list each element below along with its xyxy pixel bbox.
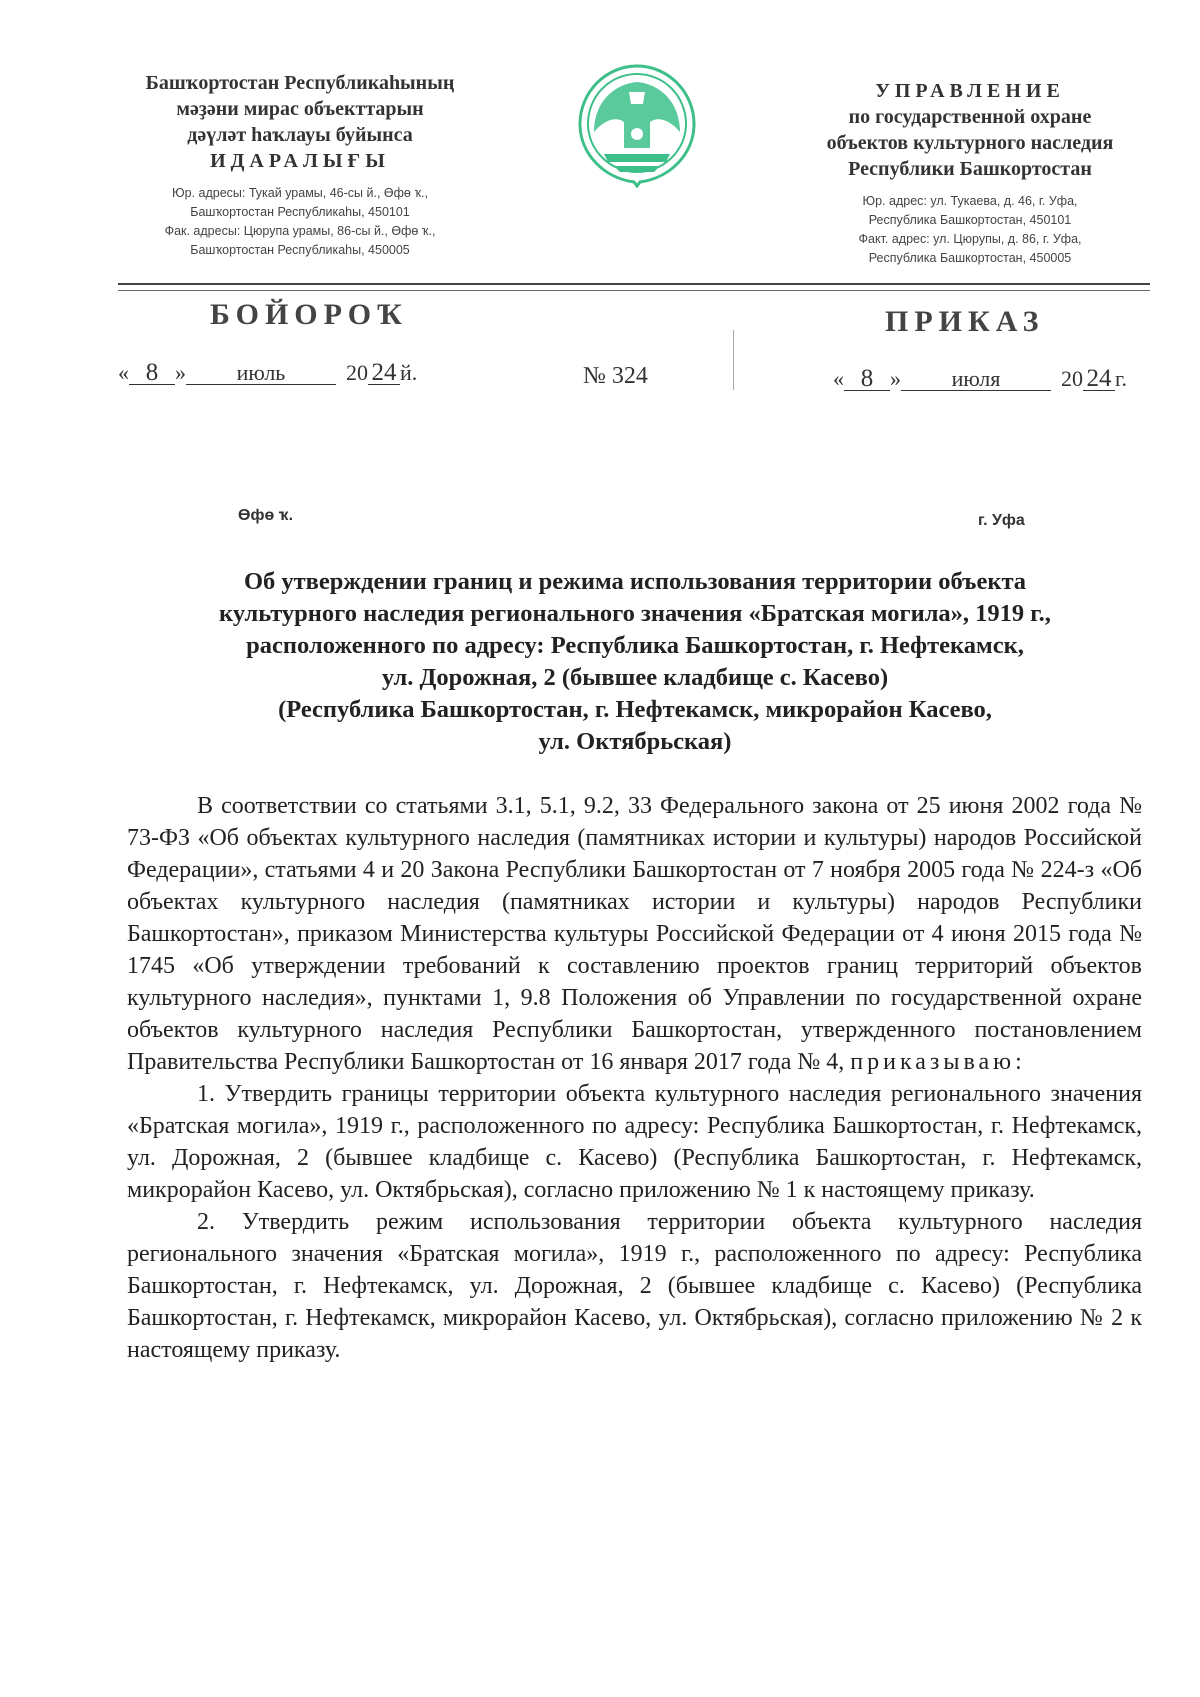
date-ru-day: 8 [844, 368, 890, 391]
address-ba-line: Башҡортостан Республикаһы, 450005 [190, 243, 410, 257]
address-ru-line: Юр. адрес: ул. Тукаева, д. 46, г. Уфа, [862, 194, 1078, 208]
header-divider [118, 283, 1150, 285]
address-ru-line: Факт. адрес: ул. Цюрупы, д. 86, г. Уфа, [858, 232, 1082, 246]
doc-title-ba: БОЙОРОҠ [210, 298, 408, 331]
subject-line: Об утверждении границ и режима использования территории объекта [243, 568, 1027, 595]
address-ba-line: Фак. адресы: Цюрупа урамы, 86-сы й., Өфө ҡ., [164, 224, 436, 238]
body-item-2: 2. Утвердить режим использования территории объекта культурного наследия регионального значения «Братская могила», 1919 г., расположенного по адресу: Республика Башкортостан, г. Нефтекамск, ул. Дорожная, 2 (бывшее кладбище с. Касево) (Республика Башкортостан, г. Нефтекамск, микрорайон Касево, ул. Октябрьская), согласно приложению № 2 к настоящему приказу. [127, 1209, 1142, 1363]
org-name-ru-1: УПРАВЛЕНИЕ [875, 80, 1065, 102]
subject-line: ул. Дорожная, 2 (бывшее кладбище с. Касево) [381, 664, 889, 691]
date-ba-day: 8 [129, 362, 175, 385]
city-ba: Өфө ҡ. [238, 507, 294, 524]
date-ru-month: июля [901, 368, 1051, 391]
subject-line: расположенного по адресу: Республика Башкортостан, г. Нефтекамск, [246, 632, 1024, 659]
address-ba-line: Башҡортостан Республикаһы, 450101 [190, 205, 410, 219]
bashkortostan-emblem-icon [574, 62, 700, 188]
city-ru: г. Уфа [978, 512, 1025, 529]
date-ru: « 8 » июля 20 24 г. [833, 365, 1128, 392]
date-ba-year-unit: й. [400, 360, 418, 385]
header-left [100, 70, 500, 260]
date-ru-year-unit: г. [1115, 366, 1128, 391]
decree-word: приказываю: [850, 1049, 1026, 1075]
date-ru-year-prefix: 20 [1061, 366, 1083, 391]
date-ba: « 8 » июль 20 24 й. [118, 359, 418, 386]
address-ba-line: Юр. адресы: Тукай урамы, 46-сы й., Өфө ҡ., [172, 186, 428, 200]
header-right [780, 78, 1160, 268]
org-name-ba-2: мәҙәни мирас объекттарын [176, 98, 424, 120]
org-name-ba-3: дәүләт һаҡлауы буйынса [187, 124, 413, 146]
body-intro [127, 790, 1142, 1078]
date-ba-month: июль [186, 362, 336, 385]
org-name-ru-3: объектов культурного наследия [826, 132, 1114, 154]
org-name-ba-1: Башҡортостан Республикаһының [145, 72, 455, 94]
doc-title-ru: ПРИКАЗ [885, 305, 1045, 338]
org-name-ba-4: ИДАРАЛЫҒЫ [210, 150, 390, 172]
address-ba [100, 184, 500, 260]
date-ba-year-suffix: 24 [368, 362, 400, 385]
address-ru-line: Республика Башкортостан, 450005 [868, 251, 1072, 265]
address-ru [780, 192, 1160, 268]
subject-line: культурного наследия регионального значения «Братская могила», 1919 г., [219, 600, 1051, 627]
org-name-ru-4: Республики Башкортостан [848, 158, 1092, 180]
document-subject [140, 566, 1130, 758]
org-name-ru-2: по государственной охране [848, 106, 1092, 128]
doc-number: № 324 [583, 363, 648, 389]
address-ru-line: Республика Башкортостан, 450101 [868, 213, 1072, 227]
document-body [127, 790, 1142, 1366]
header-divider-thin [118, 290, 1150, 291]
subject-line: ул. Октябрьская) [538, 728, 732, 755]
date-ru-year-suffix: 24 [1083, 368, 1115, 391]
body-item-1: 1. Утвердить границы территории объекта культурного наследия регионального значения «Братская могила», 1919 г., расположенного по адресу: Республика Башкортостан, г. Нефтекамск, ул. Дорожная, 2 (бывшее кладбище с. Касево) (Республика Башкортостан, г. Нефтекамск, микрорайон Касево, ул. Октябрьская), согласно приложению № 1 к настоящему приказу. [127, 1081, 1142, 1203]
subject-line: (Республика Башкортостан, г. Нефтекамск, микрорайон Касево, [278, 696, 992, 723]
body-intro-text: В соответствии со статьями 3.1, 5.1, 9.2, 33 Федерального закона от 25 июня 2002 года № 73-ФЗ «Об объектах культурного наследия (памятниках истории и культуры) народов Российской Федерации», статьями 4 и 20 Закона Республики Башкортостан от 7 ноября 2005 года № 224-з «Об объектах культурного наследия (памятниках истории и культуры) народов Республики Башкортостан», приказом Министерства культуры Российской Федерации от 4 июня 2015 года № 1745 «Об утверждении требований к составлению проектов границ территорий объектов культурного наследия», пунктами 1, 9.8 Положения об Управлении по государственной охране объектов культурного наследия Республики Башкортостан, утвержденного постановлением Правительства Республики Башкортостан от 16 января 2017 года № 4, [127, 793, 1142, 1075]
column-divider [733, 330, 734, 390]
date-ba-year-prefix: 20 [346, 360, 368, 385]
